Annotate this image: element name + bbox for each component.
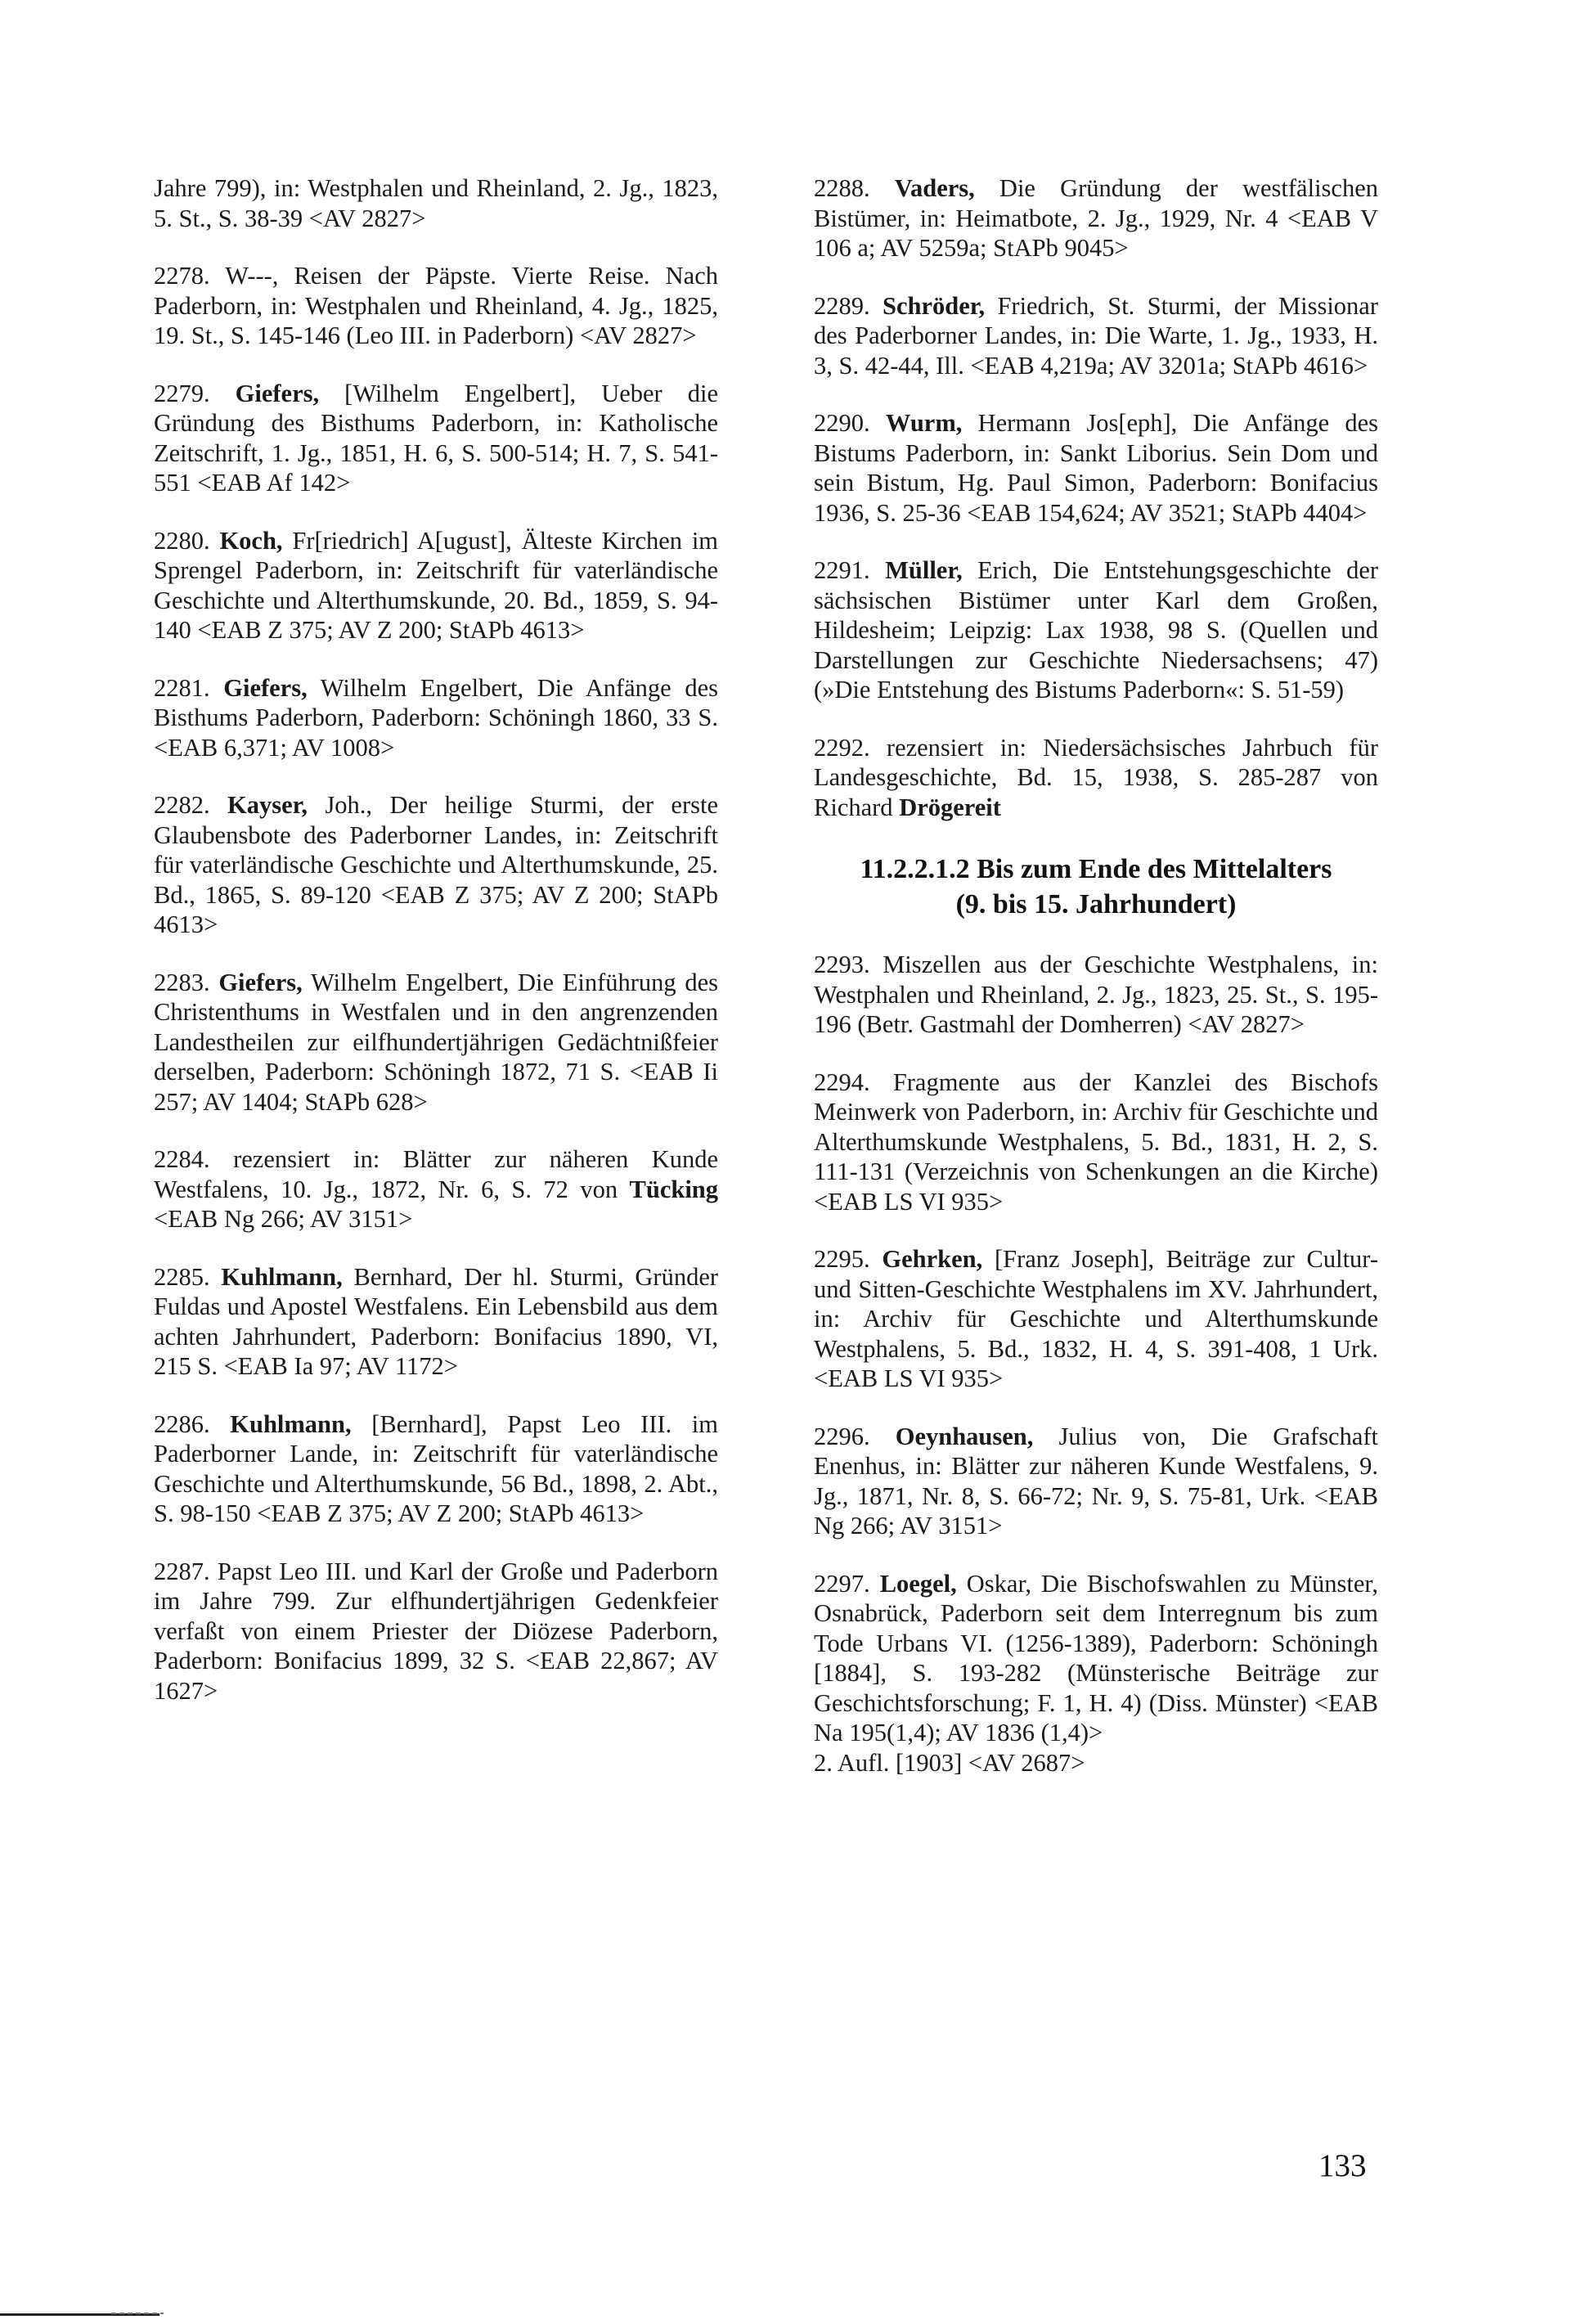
entry-number: 2287. [154, 1557, 210, 1585]
bib-entry [814, 173, 1378, 263]
entry-author: Schröder, [882, 291, 986, 320]
entry-number: 2293. [814, 951, 870, 978]
entry-text: [Bernhard], Papst Leo III. im Paderborner Lande, in: Zeitschrift für vaterländische Geschichte und Alterthumskunde, 56 Bd., 1898, 2. Abt., S. 98-150 <EAB Z 375; AV Z 200; StAPb 4613> [154, 1409, 719, 1527]
entry-number: 2297. [814, 1569, 870, 1598]
entry-text: Joh., Der heilige Sturmi, der erste Glaubensbote des Paderborner Landes, in: Zeitschrift für vaterländische Geschichte und Alterthumskunde, 25. Bd., 1865, S. 89-120 <EAB Z 375; AV Z 200; StAPb 4613> [154, 791, 718, 938]
entry-text: Bernhard, Der hl. Sturmi, Gründer Fuldas und Apostel Westfalens. Ein Lebensbild aus dem achten Jahrhundert, Paderborn: Bonifacius 1890, VI, 215 S. <EAB Ia 97; AV 1172> [154, 1262, 719, 1380]
bib-entry [814, 408, 1378, 528]
entry-text: Friedrich, St. Sturmi, der Missionar des Paderborner Landes, in: Die Warte, 1. Jg., 1933, H. 3, S. 42-44, Ill. <EAB 4,219a; AV 3201a; StAPb 4616> [814, 291, 1378, 380]
entry-author: Giefers, [223, 673, 308, 702]
section-heading-line1: 11.2.2.1.2 Bis zum Ende des Mittelalters [860, 854, 1332, 884]
entry-number: 2284. [154, 1145, 210, 1173]
bib-entry [154, 1262, 718, 1382]
bib-entry [154, 173, 718, 233]
entry-text: Jahre 799), in: Westphalen und Rheinland, 2. Jg., 1823, 5. St., S. 38-39 <AV 2827> [154, 174, 718, 232]
bib-entry [814, 1422, 1378, 1541]
entry-text: Wilhelm Engelbert, Die Anfänge des Bisthums Paderborn, Paderborn: Schöningh 1860, 33 S. <EAB 6,371; AV 1008> [154, 673, 718, 762]
entry-author: Koch, [219, 526, 283, 555]
page-number: 133 [1318, 2148, 1367, 2183]
bib-entry [154, 673, 718, 763]
bib-entry [154, 968, 718, 1117]
entry-number: 2278. [154, 262, 210, 290]
bib-entry [814, 1068, 1378, 1217]
entry-text: Julius von, Die Grafschaft Enenhus, in: Blätter zur näheren Kunde Westfalens, 9. Jg., 1871, Nr. 8, S. 66-72; Nr. 9, S. 75-81, Urk. <EAB Ng 266; AV 3151> [814, 1422, 1379, 1540]
entry-text: [Franz Joseph], Beiträge zur Cultur- und Sitten-Geschichte Westphalens im XV. Jahrhundert, in: Archiv für Geschichte und Alterthumskunde Westphalens, 5. Bd., 1832, H. 4, S. 391-408, 1 Urk. <EAB LS VI 935> [814, 1245, 1379, 1392]
entry-number: 2279. [154, 379, 210, 407]
entry-text: W---, Reisen der Päpste. Vierte Reise. Nach Paderborn, in: Westphalen und Rheinland, 4. Jg., 1825, 19. St., S. 145-146 (Leo III. in Paderborn) <AV 2827> [154, 262, 718, 349]
entry-author: Kuhlmann, [230, 1409, 352, 1438]
bib-entry [154, 261, 718, 351]
entry-number: 2294. [814, 1068, 870, 1096]
entry-text: Fragmente aus der Kanzlei des Bischofs Meinwerk von Paderborn, in: Archiv für Geschichte und Alterthumskunde Westphalens, 5. Bd., 1831, H. 2, S. 111-131 (Verzeichnis von Schenkungen an die Kirche) <EAB LS VI 935> [814, 1068, 1378, 1216]
bib-entry [154, 379, 718, 498]
entry-text: [Wilhelm Engelbert], Ueber die Gründung des Bisthums Paderborn, in: Katholische Zeitschrift, 1. Jg., 1851, H. 6, S. 500-514; H. 7, S. 541-551 <EAB Af 142> [154, 379, 718, 497]
bib-entry [154, 790, 718, 940]
left-column [154, 173, 718, 1733]
entry-edition-note: 2. Aufl. [1903] <AV 2687> [814, 1748, 1085, 1777]
bib-entry [814, 950, 1378, 1040]
entry-number: 2286. [154, 1409, 210, 1438]
entry-number: 2295. [814, 1245, 870, 1273]
entry-reviewer: Drögereit [899, 793, 1001, 821]
entry-author: Vaders, [894, 174, 975, 202]
right-column [814, 173, 1378, 1805]
entry-number: 2280. [154, 526, 210, 555]
entry-trailing-text: <EAB Ng 266; AV 3151> [154, 1205, 413, 1233]
section-heading-line2: (9. bis 15. Jahrhundert) [955, 889, 1237, 919]
entry-author: Oeynhausen, [895, 1422, 1034, 1450]
bib-entry [814, 291, 1378, 381]
bib-entry [814, 555, 1378, 705]
entry-author: Müller, [885, 556, 963, 584]
entry-author: Kayser, [227, 791, 308, 819]
entry-author: Giefers, [218, 968, 303, 996]
entry-text: Papst Leo III. und Karl der Große und Paderborn im Jahre 799. Zur elfhundertjährigen Gedenkfeier verfaßt von einem Priester der Diözese Paderborn, Paderborn: Bonifacius 1899, 32 S. <EAB 22,867; AV 1627> [154, 1557, 719, 1705]
entry-number: 2283. [154, 968, 210, 996]
entry-reviewer: Tücking [629, 1175, 719, 1203]
entry-number: 2282. [154, 791, 210, 819]
entry-number: 2285. [154, 1262, 210, 1291]
scan-edge-mark [111, 2313, 164, 2314]
entry-author: Gehrken, [882, 1245, 983, 1273]
entry-number: 2291. [814, 556, 870, 584]
entry-number: 2290. [814, 409, 870, 437]
entry-text: Oskar, Die Bischofswahlen zu Münster, Osnabrück, Paderborn seit dem Interregnum bis zum Tode Urbans VI. (1256-1389), Paderborn: Schöningh [1884], S. 193-282 (Münsterische Beiträge zur Geschichtsforschung; F. 1, H. 4) (Diss. Münster) <EAB Na 195(1,4); AV 1836 (1,4)> [814, 1569, 1378, 1746]
bib-entry [154, 1409, 718, 1529]
bib-entry [154, 1557, 718, 1706]
bib-entry [814, 1569, 1378, 1778]
bib-entry [154, 1144, 718, 1234]
entry-number: 2292. [814, 733, 870, 762]
entry-text: Die Gründung der westfälischen Bistümer, in: Heimatbote, 2. Jg., 1929, Nr. 4 <EAB V 106 a; AV 5259a; StAPb 9045> [814, 174, 1378, 262]
entry-text: Fr[riedrich] A[ugust], Älteste Kirchen im Sprengel Paderborn, in: Zeitschrift für vaterländische Geschichte und Alterthumskunde, 20. Bd., 1859, S. 94-140 <EAB Z 375; AV Z 200; StAPb 4613> [154, 526, 719, 644]
entry-number: 2289. [814, 291, 870, 320]
entry-number: 2281. [154, 673, 210, 702]
entry-number: 2296. [814, 1422, 870, 1450]
bib-entry [814, 1244, 1378, 1394]
entry-number: 2288. [814, 174, 870, 202]
entry-text: rezensiert in: Blätter zur näheren Kunde Westfalens, 10. Jg., 1872, Nr. 6, S. 72 von [154, 1145, 718, 1203]
bib-entry [814, 733, 1378, 823]
entry-author: Loegel, [879, 1569, 957, 1598]
entry-text: Miszellen aus der Geschichte Westphalens, in: Westphalen und Rheinland, 2. Jg., 1823, 25. St., S. 195-196 (Betr. Gastmahl der Domherren) <AV 2827> [814, 951, 1379, 1038]
entry-text: Hermann Jos[eph], Die Anfänge des Bistums Paderborn, in: Sankt Liborius. Sein Dom und sein Bistum, Hg. Paul Simon, Paderborn: Bonifacius 1936, S. 25-36 <EAB 154,624; AV 3521; StAPb 4404> [814, 409, 1379, 527]
entry-author: Kuhlmann, [221, 1262, 343, 1291]
bib-entry [154, 526, 718, 645]
entry-text: rezensiert in: Niedersächsisches Jahrbuch für Landesgeschichte, Bd. 15, 1938, S. 285-287 von Richard [814, 733, 1378, 821]
entry-author: Giefers, [235, 379, 320, 407]
section-heading [814, 852, 1378, 922]
entry-text: Erich, Die Entstehungsgeschichte der sächsischen Bistümer unter Karl dem Großen, Hildesheim; Leipzig: Lax 1938, 98 S. (Quellen und Darstellungen zur Geschichte Niedersachsens; 47) (»Die Entstehung des Bistums Paderborn«: S. 51-59) [814, 556, 1379, 703]
entry-author: Wurm, [885, 409, 963, 437]
entry-text: Wilhelm Engelbert, Die Einführung des Christenthums in Westfalen und in den angrenzenden Landestheilen zur eilfhundertjährigen Gedächtnißfeier derselben, Paderborn: Schöningh 1872, 71 S. <EAB Ii 257; AV 1404; StAPb 628> [154, 968, 719, 1116]
